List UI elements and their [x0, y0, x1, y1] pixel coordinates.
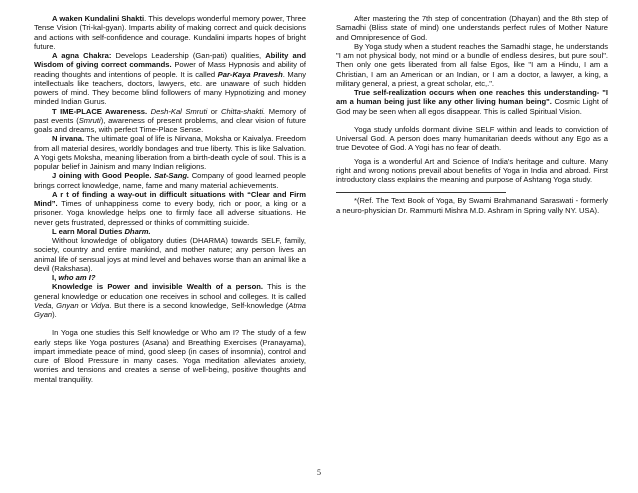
right-column	[336, 14, 608, 215]
paragraph-difficult-situations: A r t of finding a way-out in difficult situations with “Clear and Firm Mind”. Times of unhappiness come to every body, rich or poor, a king or a prisoner. Yoga knowledge helps one to firmly face all adverse situations. He never gets frustrated, depressed or thinks of committing suicide.	[34, 189, 306, 227]
paragraph-knowledge-power: Knowledge is Power and invisible Wealth of a person. This is the general knowledge or education one receives in school and colleges. It is called Veda, Gnyan or Vidya. But there is a second knowledge, Self-knowledge (Atma Gyan).	[34, 282, 306, 319]
paragraph-gap	[34, 319, 306, 328]
left-column	[34, 14, 306, 384]
paragraph-self-knowledge: In Yoga one studies this Self knowledge or Who am I? The study of a few early steps like Yoga postures (Asana) and Breathing Exercises (Pranayama), impart immediate peace of mind, good sleep (in cases of insomnia), control and cure of Blood Pressure in many cases. Yoga meditation alleviates anxiety, worries and tensions and creates a sense of well-being, positive thoughts and mental tranquility.	[34, 328, 306, 384]
footnote-rule	[336, 192, 506, 193]
paragraph-moral-duties-heading: L earn Moral Duties Dharm.	[52, 226, 151, 236]
paragraph-nirvana: N irvana. The ultimate goal of life is Nirvana, Moksha or Kaivalya. Freedom from all material desires, worldly bondages and true liberty. This is like Salvation. A Yogi gets Moksha, meaning liberation from a birth-death cycle of soul. This is a popular belief in Jainism and many Indian religions.	[34, 134, 306, 171]
paragraph-dharma: Without knowledge of obligatory duties (DHARMA) towards SELF, family, society, country and entire mankind, and mother nature; any person lives an animal life of sensual joys at mind level and behaves worse than an animal like a devil (Rakshasa).	[34, 236, 306, 273]
paragraph-self-realization: True self-realization occurs when one reaches this understanding- "I am a human being just like any other living human being". Cosmic Light of God may be seen when all egos disappear. This is called Spiritual Vision.	[336, 88, 608, 116]
paragraph-samadhi-step: After mastering the 7th step of concentration (Dhayan) and the 8th step of Samadhi (Bliss state of mind) one understands perfect rules of Mother Nature and Omnipresence of God.	[336, 14, 608, 42]
paragraph-sat-sang: J oining with Good People. Sat-Sang. Company of good learned people brings correct knowledge, name, fame and many material achievements.	[34, 171, 306, 190]
paragraph-agna-chakra: A agna Chakra: Develops Leadership (Gan-pati) qualities, Ability and Wisdom of giving correct commands. Power of Mass Hypnosis and ability of reading thoughts and intentions of people. It is called Par-Kaya Pravesh. Many intellectuals like teachers, doctors, lawyers, etc. are unaware of such hidden powers of mind. They become blind followers of many Hypnotizing and money minded Indian Gurus.	[34, 51, 307, 107]
paragraph-gap	[336, 116, 608, 125]
paragraph-divine-self: Yoga study unfolds dormant divine SELF within and leads to conviction of Universal God. A person does many humanitarian deeds without any Ego as a true Devotee of God. A Yogi has no fear of death.	[336, 124, 608, 153]
footnote: *(Ref. The Text Book of Yoga, By Swami Brahmanand Saraswati - formerly a neuro-physician Dr. Rammurti Mishra M.D. Ashram in Spring vally NY. USA).	[336, 196, 608, 215]
paragraph-kundalini: A waken Kundalini Shakti. This develops wonderful memory power, Three Tense Vision (Tri-kal-gyan). Imparts ability of making correct and quick decisions and actions with self-confidence and courage. Kundalini imparts hopes of bright future.	[34, 14, 306, 51]
paragraph-time-place: T IME-PLACE Awareness. Desh-Kal Smruti or Chitta-shakti. Memory of past events (Smruti), awareness of present problems, and clear vision of future goals and dreams, with perfect Time-Place Sense.	[34, 106, 306, 134]
paragraph-who-am-i: I, who am I?	[52, 273, 96, 282]
paragraph-samadhi-stage: By Yoga study when a student reaches the Samadhi stage, he understands "I am not physical body, not mind or a bundle of endless desires, but pure soul". Then only one gets liberated from all false Egos, like "I am a Hindu, I am a Christian, I am an American or an Indian, or I am a doctor, a lawyer, a king, a military general, a priest, a great scholar, etc,.".	[336, 41, 608, 88]
page-number: 5	[317, 468, 321, 477]
paragraph-yoga-heritage: Yoga is a wonderful Art and Science of India's heritage and culture. Many right and wrong notions prevail about benefits of Yoga in India and abroad. First introductory class explains the meaning and purpose of Ashtang Yoga study.	[336, 156, 608, 184]
